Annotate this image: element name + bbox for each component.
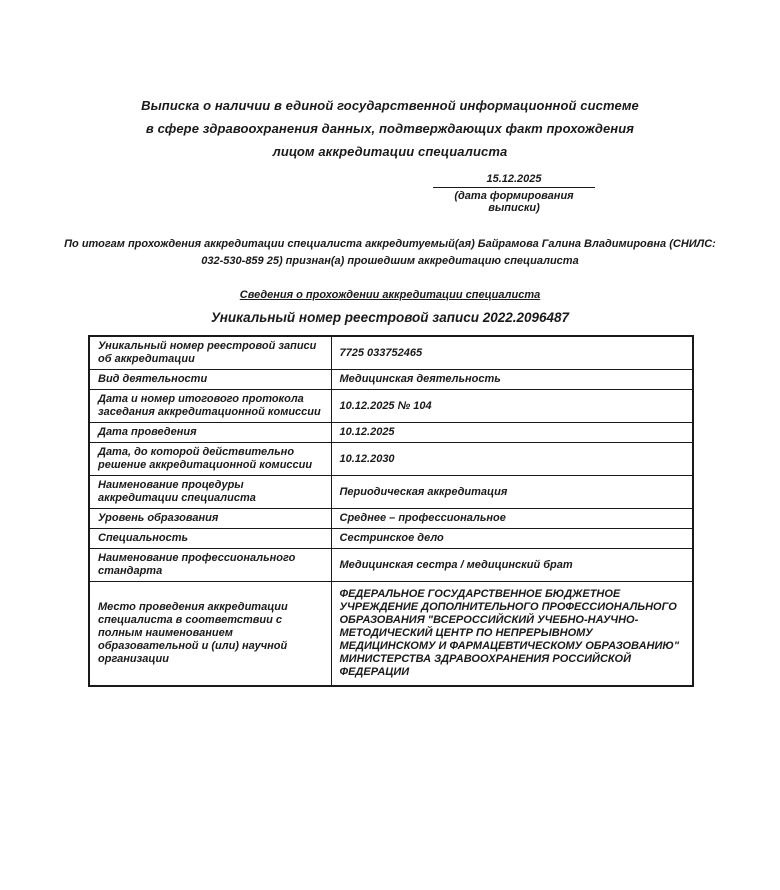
row-label: Уникальный номер реестровой записи об аккредитации (89, 336, 331, 370)
issue-date-value: 15.12.2025 (433, 173, 595, 188)
row-value: Сестринское дело (331, 529, 693, 549)
table-row (89, 443, 693, 476)
row-value: 7725 033752465 (331, 336, 693, 370)
table-row (89, 476, 693, 509)
row-value: 10.12.2025 № 104 (331, 390, 693, 423)
table-row (89, 529, 693, 549)
table-row (89, 370, 693, 390)
row-value: Медицинская сестра / медицинский брат (331, 549, 693, 582)
row-label: Наименование процедуры аккредитации специалиста (89, 476, 331, 509)
section-heading: Сведения о прохождении аккредитации специалиста (239, 289, 541, 301)
row-label: Место проведения аккредитации специалиста в соответствии с полным наименованием образовательной и (или) научной организации (89, 582, 331, 687)
row-value: 10.12.2030 (331, 443, 693, 476)
row-label: Специальность (89, 529, 331, 549)
table-row (89, 549, 693, 582)
row-value: Медицинская деятельность (331, 370, 693, 390)
row-label: Дата и номер итогового протокола заседания аккредитационной комиссии (89, 390, 331, 423)
row-value: 10.12.2025 (331, 423, 693, 443)
table-row (89, 423, 693, 443)
row-label: Наименование профессионального стандарта (89, 549, 331, 582)
table-row (89, 336, 693, 370)
table-row (89, 582, 693, 687)
row-label: Уровень образования (89, 509, 331, 529)
row-value: Периодическая аккредитация (331, 476, 693, 509)
registry-number-heading: Уникальный номер реестровой записи 2022.2096487 (210, 310, 570, 325)
row-label: Вид деятельности (89, 370, 331, 390)
document-title: Выписка о наличии в единой государственной информационной системе в сфере здравоохранения данных, подтверждающих факт прохождения лицом аккредитации специалиста (141, 98, 639, 159)
issue-date-caption: (дата формирования выписки) (454, 190, 574, 214)
row-value: ФЕДЕРАЛЬНОЕ ГОСУДАРСТВЕННОЕ БЮДЖЕТНОЕ УЧРЕЖДЕНИЕ ДОПОЛНИТЕЛЬНОГО ПРОФЕССИОНАЛЬНОГО ОБРАЗОВАНИЯ "ВСЕРОССИЙСКИЙ УЧЕБНО-НАУЧНО-МЕТОДИЧЕСКИЙ ЦЕНТР ПО НЕПРЕРЫВНОМУ МЕДИЦИНСКОМУ И ФАРМАЦЕВТИЧЕСКОМУ ОБРАЗОВАНИЮ" МИНИСТЕРСТВА ЗДРАВООХРАНЕНИЯ РОССИЙСКОЙ ФЕДЕРАЦИИ (331, 582, 693, 687)
issue-date-block (433, 173, 595, 214)
row-label: Дата, до которой действительно решение аккредитационной комиссии (89, 443, 331, 476)
row-value: Среднее – профессиональное (331, 509, 693, 529)
intro-paragraph: По итогам прохождения аккредитации специалиста аккредитуемый(ая) Байрамова Галина Владимировна (СНИЛС: 032-530-859 25) признан(а) прошедшим аккредитацию специалиста (64, 238, 716, 267)
row-label: Дата проведения (89, 423, 331, 443)
table-row (89, 390, 693, 423)
accreditation-table (88, 335, 694, 687)
document-page (0, 94, 780, 890)
table-row (89, 509, 693, 529)
